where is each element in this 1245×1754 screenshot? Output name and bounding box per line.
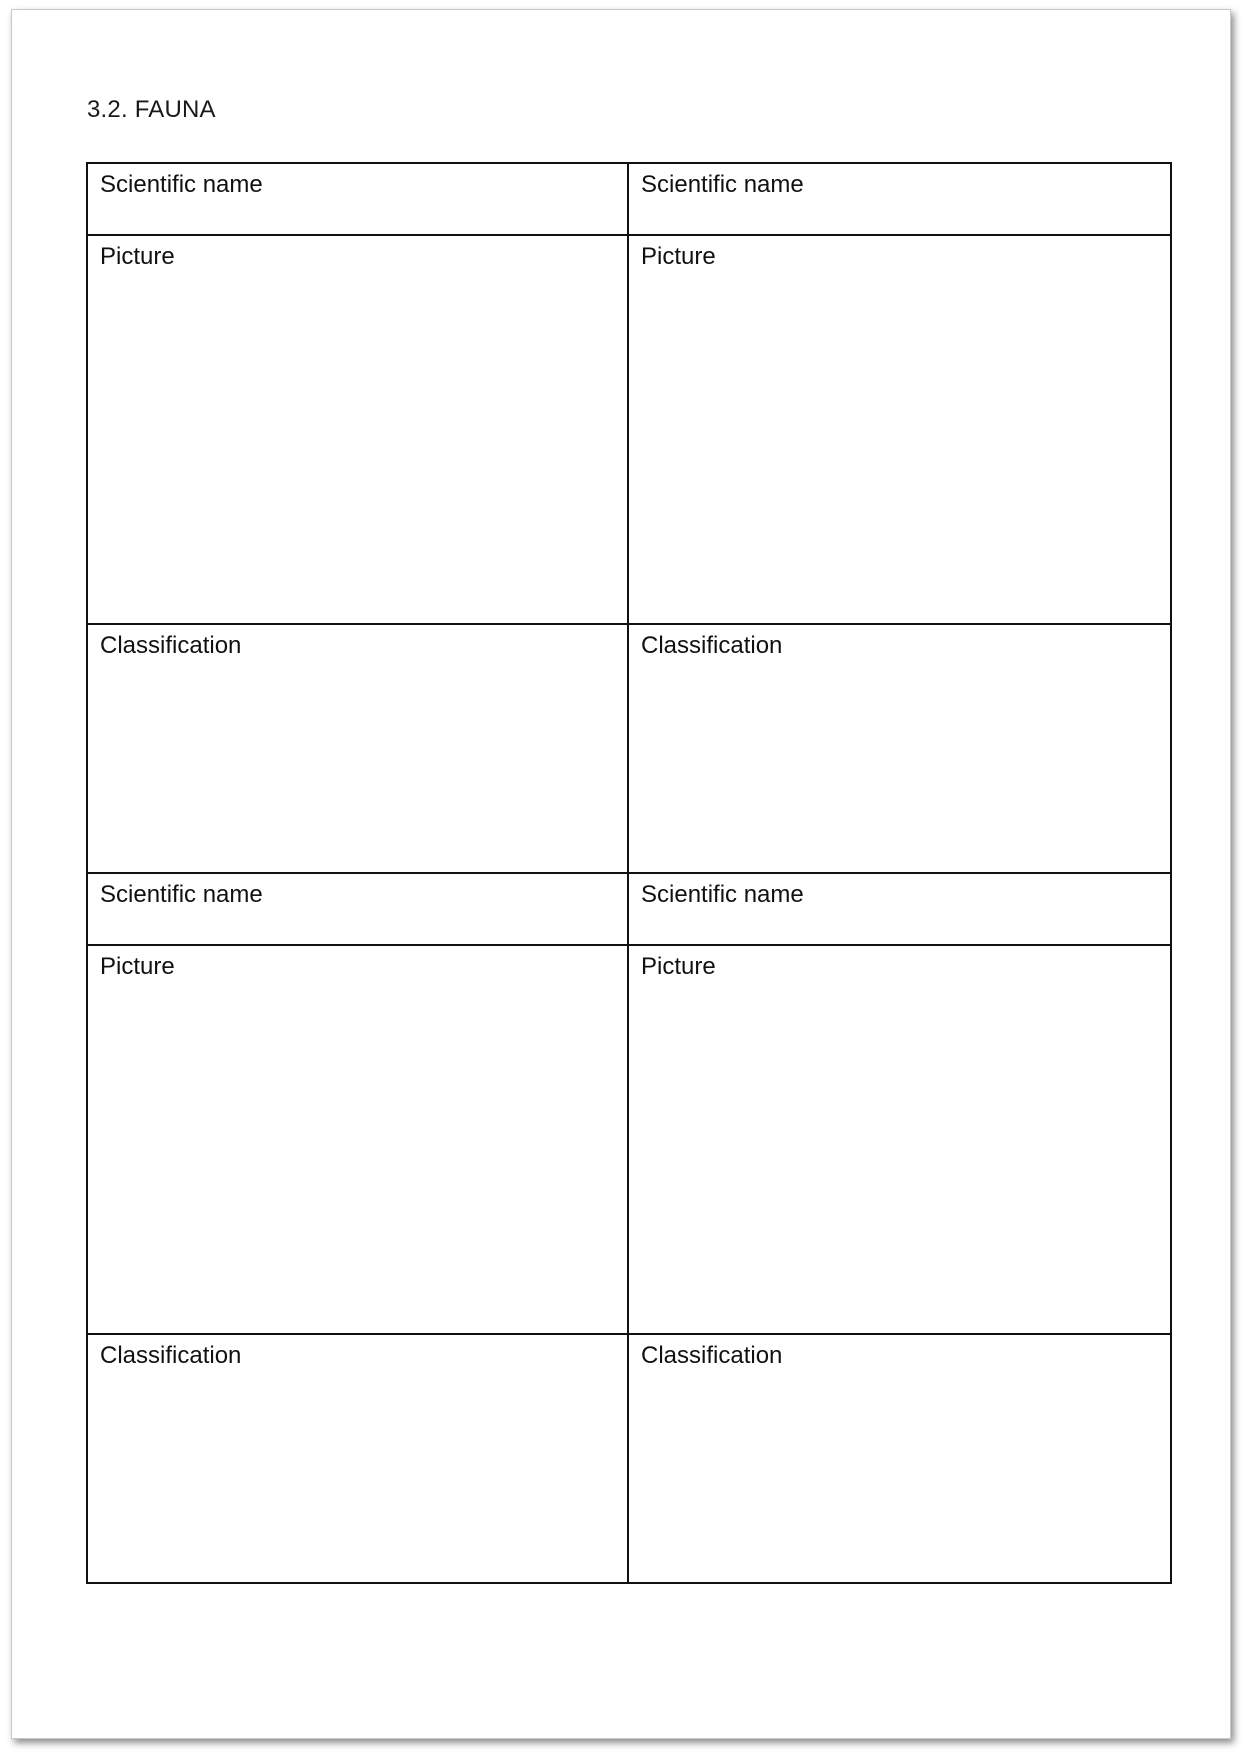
table-row-classification <box>87 1334 1171 1583</box>
cell-label: Picture <box>100 243 175 270</box>
cell-label: Scientific name <box>641 881 804 908</box>
cell-label: Scientific name <box>100 881 263 908</box>
classification-cell[interactable] <box>87 624 628 873</box>
document-page <box>11 9 1231 1739</box>
table-row-scientific-name <box>87 873 1171 945</box>
scientific-name-cell[interactable] <box>87 873 628 945</box>
section-title: 3.2. FAUNA <box>87 96 216 123</box>
cell-label: Classification <box>641 632 783 659</box>
scientific-name-cell[interactable] <box>628 163 1171 235</box>
table-row-picture <box>87 235 1171 624</box>
picture-cell[interactable] <box>628 945 1171 1334</box>
fauna-table <box>86 162 1172 1584</box>
cell-label: Classification <box>100 632 242 659</box>
classification-cell[interactable] <box>87 1334 628 1583</box>
cell-label: Classification <box>641 1342 783 1369</box>
classification-cell[interactable] <box>628 1334 1171 1583</box>
table-row-classification <box>87 624 1171 873</box>
cell-label: Picture <box>641 953 716 980</box>
classification-cell[interactable] <box>628 624 1171 873</box>
table-row-picture <box>87 945 1171 1334</box>
picture-cell[interactable] <box>87 945 628 1334</box>
table-row-scientific-name <box>87 163 1171 235</box>
cell-label: Picture <box>641 243 716 270</box>
cell-label: Scientific name <box>100 171 263 198</box>
scientific-name-cell[interactable] <box>87 163 628 235</box>
cell-label: Classification <box>100 1342 242 1369</box>
cell-label: Picture <box>100 953 175 980</box>
scientific-name-cell[interactable] <box>628 873 1171 945</box>
cell-label: Scientific name <box>641 171 804 198</box>
picture-cell[interactable] <box>87 235 628 624</box>
picture-cell[interactable] <box>628 235 1171 624</box>
